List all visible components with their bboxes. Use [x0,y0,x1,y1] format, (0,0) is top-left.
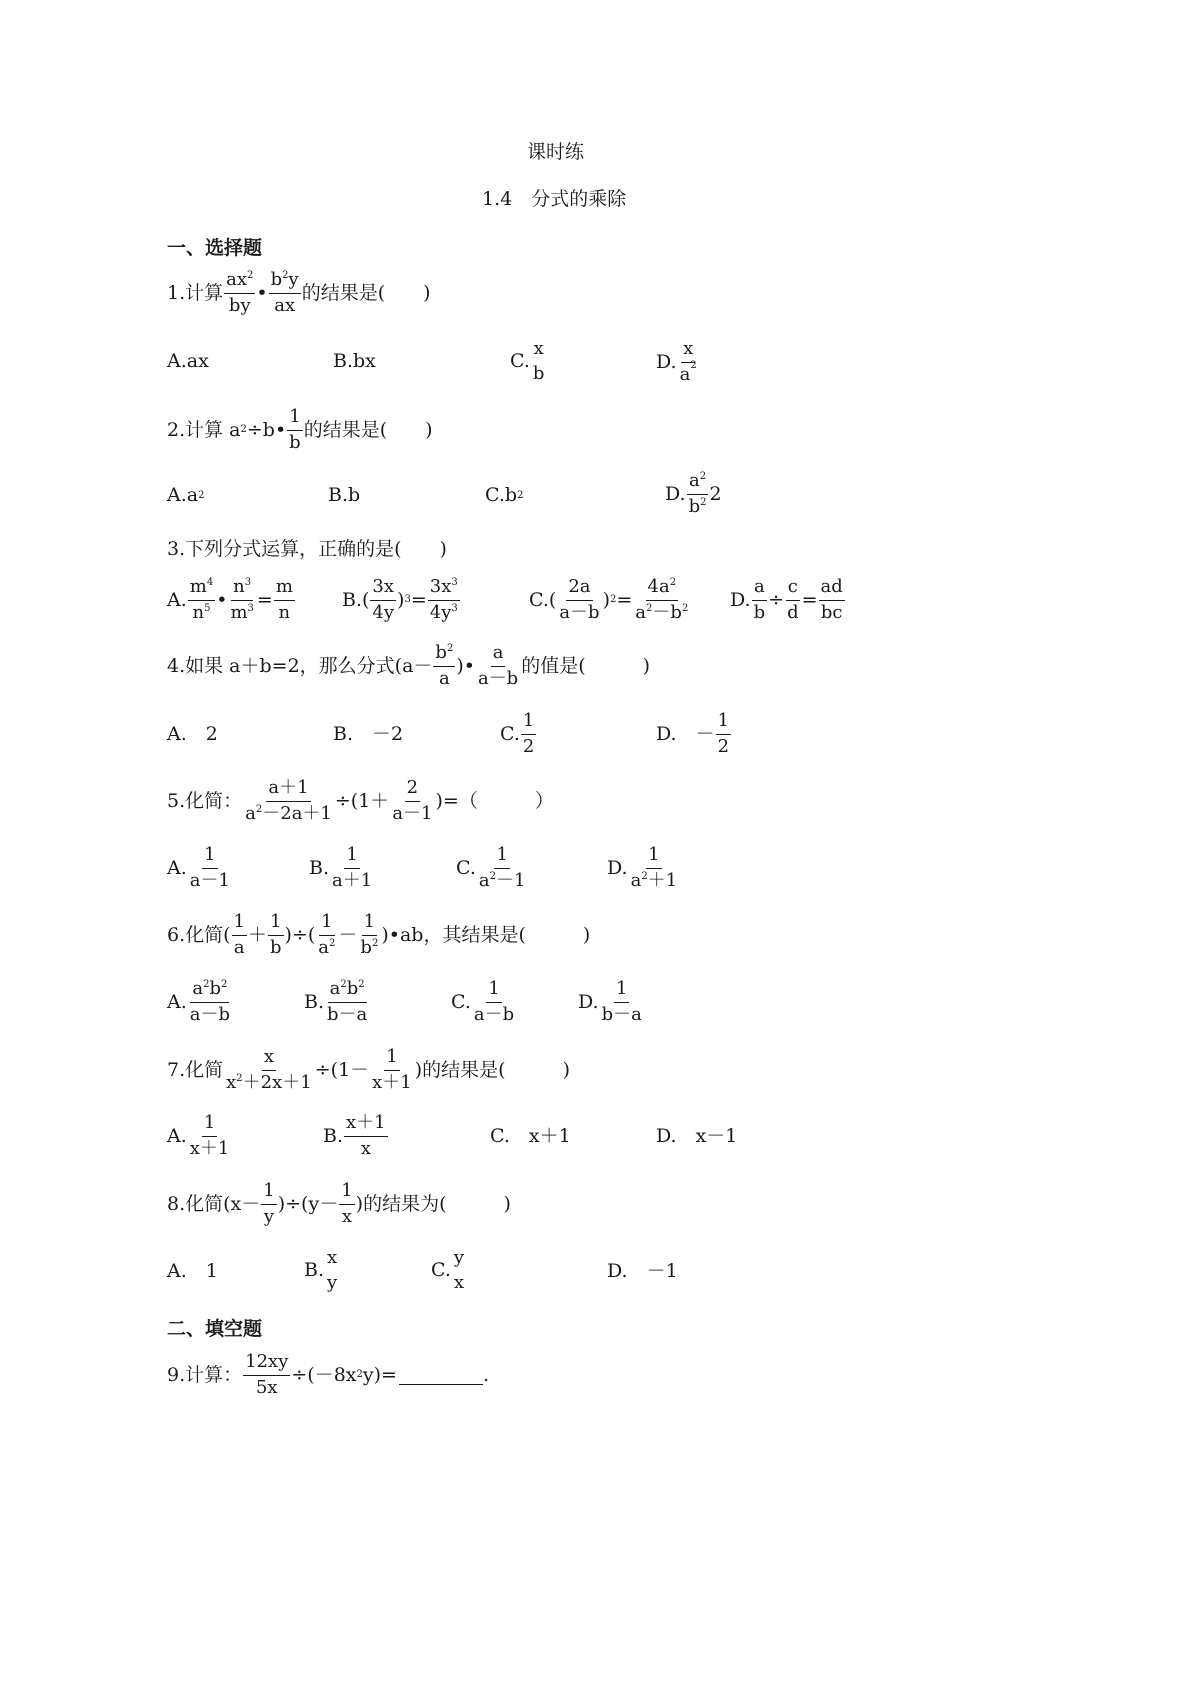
question-6: 6.化简( 1 a ＋ 1 b )÷( 1 $a^2$ － 1 $b^2$ )•ab，其结果是( ) [167,911,591,958]
q3-option-b: B.( 3x 4y ) 3 = $3x^3$ $4y^3$ [342,576,458,623]
q6-option-a: A. $a^2b^2$ a－b [167,978,231,1025]
section-fill: 二、填空题 [167,1318,263,1340]
question-3: 3.下列分式运算，正确的是( ) [167,538,447,560]
question-9: 9.计算： $\frac{12xy}{5x}$ ÷(－8x 2 y)= . [167,1351,490,1398]
q8-option-c: C. y x [431,1247,465,1293]
q8-option-d: D. －1 [607,1260,678,1282]
q6-option-d: D. 1 b－a [578,978,642,1025]
q2-option-b: B.b [328,484,361,506]
question-2: 2.计算 a 2 ÷b• 1 b 的结果是( ) [167,406,433,453]
q7-option-d: D. x－1 [656,1125,738,1147]
question-1: 1.计算 $ax^2$ by • $b^2y$ ax 的结果是( ) [167,269,431,316]
q8-option-a: A. 1 [167,1260,218,1282]
q5-option-b: B. 1 a＋1 [309,844,373,891]
q6-option-c: C. 1 a－b [451,978,515,1025]
question-8: 8.化简(x－ 1 y )÷(y－ 1 x )的结果为( ) [167,1180,511,1227]
q8-option-b: B. x y [304,1247,338,1293]
q1-option-a: A.ax [167,350,209,372]
q1-option-d: D. x $a^2$ [656,338,697,385]
page-subtitle: 1.4 分式的乘除 [482,188,627,210]
question-5: 5.化简： $\frac{a+1}{a^2-2a+1}$ ÷(1＋ 2 a－1 )=（ ） [167,777,554,824]
q2-option-a: A.a 2 [167,484,205,506]
q7-option-b: B. x＋1 x [323,1112,386,1159]
page-title: 课时练 [527,141,585,163]
q4-option-c: C. 1 2 [500,710,535,757]
answer-blank[interactable] [399,1366,483,1385]
q2-option-d: D. $a^2$ $b^2$ 2 [665,470,722,517]
section-choice: 一、选择题 [167,237,263,259]
q3-option-a: A. $m^4$ $n^5$ • $n^3$ $m^3$ = m n [167,576,293,623]
q2-option-c: C.b 2 [485,484,524,506]
question-7: 7.化简 $\frac{x}{x^2+2x+1}$ ÷(1－ 1 x＋1 )的结果是( ) [167,1046,571,1093]
fraction: $b^2y$ ax [270,269,299,316]
question-4: 4.如果 a＋b=2，那么分式(a－ $b^2$ a )• a a－b 的值是( ) [167,642,651,689]
q6-option-b: B. $a^2b^2$ b－a [304,978,368,1025]
q4-option-b: B. －2 [333,723,404,745]
q3-option-d: D. $\frac{a}{b}$ ÷ $\frac{c}{d}$ = $\frac{ad}{bc}$ [730,576,843,623]
q7-option-c: C. x＋1 [490,1125,571,1147]
q5-option-d: D. 1 $a^2+1$ [607,844,678,891]
q3-option-c: C.( 2a a－b ) 2 = $4a^2$ $a^2-b^2$ [529,576,689,623]
fraction: $ax^2$ by [226,269,254,316]
q5-option-c: C. 1 $a^2-1$ [456,844,526,891]
q4-option-d: D. － 1 2 [656,710,730,757]
q5-option-a: A. 1 a－1 [167,844,230,891]
q1-option-b: B.bx [333,350,376,372]
q7-option-a: A. 1 x＋1 [167,1112,230,1159]
q1-option-c: C. x b [510,338,545,384]
q4-option-a: A. 2 [167,723,218,745]
